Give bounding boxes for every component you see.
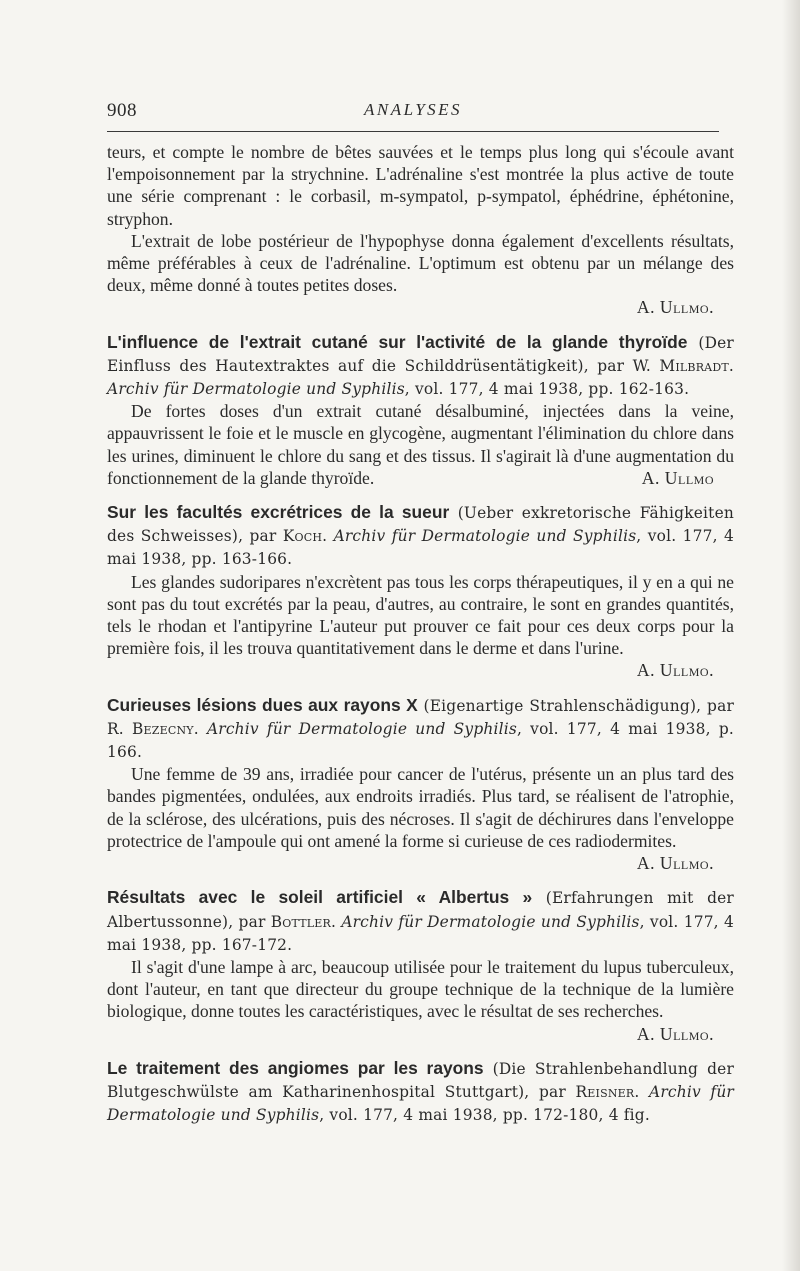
author-name: Reisner. — [575, 1082, 640, 1101]
reference-text: (Eigenartige Strahlenschädigung), par — [417, 696, 735, 715]
author-name: Koch. — [282, 527, 328, 546]
reference-details: , vol. 177, 4 mai 1938, pp. 172-180, 4 fig. — [319, 1106, 650, 1125]
abstract-body: De fortes doses d'un extrait cutané désalbuminé, injectées dans la veine, appauvrissent le foie et le muscle en glycogène, augmentant l'élimination du chlore dans les urines, diminuent le chlore du sang et des tissus. Il s'agirait là d'une augmentation du fonctionnement de la glande thyroïde. A. Ullmo — [107, 401, 734, 488]
signature: A. Ullmo. — [636, 1023, 714, 1044]
page-number: 908 — [107, 100, 137, 121]
page-header — [107, 100, 719, 128]
abstract-entry — [107, 694, 734, 875]
abstract-title: L'influence de l'extrait cutané sur l'activité de la glande thyroïde — [107, 331, 688, 352]
intro-paragraph: L'extrait de lobe postérieur de l'hypophyse donna également d'excellents résultats, même préférables à ceux de l'adrénaline. L'optimum est obtenu par un mélange des deux, même donné à toutes petites doses. — [107, 230, 734, 296]
intro-paragraph: teurs, et compte le nombre de bêtes sauvées et le temps plus long qui s'écoule avant l'empoisonnement par la strychnine. L'adrénaline s'est montrée la plus active de toute une série comprenant : le corbasil, m-sympatol, p-sympatol, éphédrine, éphétonine, stryphon. — [107, 142, 734, 229]
abstract-entry — [107, 501, 734, 682]
page-content — [107, 141, 734, 1126]
running-head: ANALYSES — [363, 100, 463, 119]
journal-name: Archiv für Dermatologie und Syphilis — [333, 527, 637, 546]
abstract-entry — [107, 886, 734, 1044]
signature: A. Ullmo. — [636, 660, 714, 681]
header-rule — [107, 131, 719, 132]
abstract-entry — [107, 331, 734, 489]
reference-text: (Erfahrungen mit der Albertussonne), par — [107, 889, 734, 931]
author-name: R. Bezecny. — [107, 719, 199, 738]
reference-text: (Der Einfluss des Hautextraktes auf die Schilddrüsentätigkeit), par — [107, 333, 734, 375]
abstract-body: Une femme de 39 ans, irradiée pour cancer de l'utérus, présente un an plus tard des bandes pigmentées, ondulées, aux endroits irradiés. Plus tard, se réalisent de l'atrophie, de la sclérose, des ulcérations, puis des nécroses. Il s'agit de déchirures dans l'enveloppe protectrice de l'ampoule qui ont amené la forme si curieuse de ces radiodermites. — [107, 764, 734, 851]
abstract-title: Curieuses lésions dues aux rayons X — [107, 694, 418, 715]
page-edge-shadow — [782, 0, 800, 1271]
reference-text: (Die Strahlenbehandlung der Blutgeschwülste am Katharinenhospital Stuttgart), par — [107, 1059, 734, 1101]
abstract-body: Les glandes sudoripares n'excrètent pas tous les corps thérapeutiques, il y en a qui ne sont pas du tout excrétés par la peau, d'autres, au contraire, le sont en grandes quantités, tels le rhodan et l'antipyrine L'auteur put prouver ce fait pour ces deux corps pour la première fois, il les trouva quantitativement dans le derme et dans l'urine. — [107, 571, 734, 659]
signature: A. Ullmo. — [636, 853, 714, 874]
abstract-title: Le traitement des angiomes par les rayons — [107, 1057, 484, 1078]
author-name: W. Milbradt. — [632, 356, 734, 375]
reference-details: , vol. 177, 4 mai 1938, p. 166. — [107, 719, 735, 762]
abstract-title: Résultats avec le soleil artificiel « Albertus » — [107, 887, 533, 908]
author-name: Bottler. — [270, 912, 337, 931]
journal-name: Archiv für Dermatologie und Syphilis — [206, 719, 517, 738]
intro-continuation — [107, 141, 734, 319]
abstract-entry — [107, 1057, 734, 1127]
reference-details: , vol. 177, 4 mai 1938, pp. 163-166. — [107, 527, 735, 569]
abstract-title: Sur les facultés excrétrices de la sueur — [107, 502, 450, 523]
reference-text: (Ueber exkretorische Fähigkeiten des Schweisses), par — [107, 504, 734, 546]
reference-details: , vol. 177, 4 mai 1938, pp. 162-163. — [404, 380, 690, 399]
reference-details: , vol. 177, 4 mai 1938, pp. 167-172. — [107, 912, 734, 954]
journal-name: Archiv für Dermatologie und Syphilis — [107, 380, 405, 399]
abstract-body: Il s'agit d'une lampe à arc, beaucoup utilisée pour le traitement du lupus tuberculeux, dont l'auteur, en tant que directeur du groupe technique de la technique de la lumière biologique, donne toutes les caractéristiques, avec le résultat de ses recherches. A. Ullmo. — [107, 956, 734, 1044]
journal-name: Archiv für Dermatologie und Syphilis — [341, 912, 640, 931]
signature: A. Ullmo — [641, 467, 714, 488]
journal-name: Archiv für Dermatologie und Syphilis — [107, 1082, 734, 1125]
signature: A. Ullmo. — [636, 297, 714, 318]
